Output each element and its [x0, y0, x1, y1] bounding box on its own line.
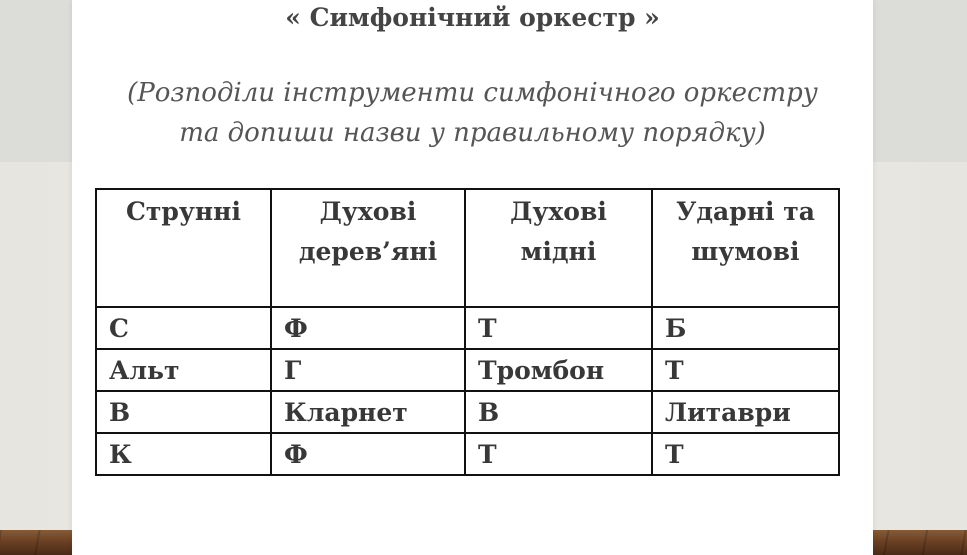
instructions-line-2: та допиши назви у правильному порядку) [179, 118, 766, 148]
worksheet-page [72, 0, 873, 555]
orchestra-instruments-table [95, 188, 840, 476]
table-cell: К [96, 433, 271, 475]
table-cell: Ф [271, 433, 465, 475]
table-cell: Т [652, 433, 839, 475]
table-cell: Б [652, 307, 839, 349]
table-row [96, 433, 839, 475]
table-row [96, 391, 839, 433]
table-cell: Кларнет [271, 391, 465, 433]
table-cell: Т [652, 349, 839, 391]
table-cell: Литаври [652, 391, 839, 433]
table-row [96, 307, 839, 349]
header-brass-line-1: Духові [510, 197, 607, 226]
table-cell: В [465, 391, 652, 433]
table-cell: В [96, 391, 271, 433]
instructions-line-1: (Розподіли інструменти симфонічного оркестру [127, 78, 818, 108]
table-cell: Т [465, 307, 652, 349]
header-percussion-line-1: Ударні та [676, 197, 815, 226]
table-header-row [96, 189, 839, 307]
table-cell: Тромбон [465, 349, 652, 391]
table-cell: Ф [271, 307, 465, 349]
table-cell: Т [465, 433, 652, 475]
header-percussion [652, 189, 839, 307]
table-cell: Альт [96, 349, 271, 391]
header-woodwinds-line-1: Духові [319, 197, 417, 226]
table-row [96, 349, 839, 391]
task-instructions [72, 73, 873, 153]
header-brass-line-2: мідні [520, 237, 597, 266]
header-strings [96, 189, 271, 307]
header-woodwinds [271, 189, 465, 307]
header-woodwinds-line-2: дерев’яні [298, 237, 438, 266]
header-strings-line-1: Струнні [126, 197, 241, 226]
header-percussion-line-2: шумові [691, 237, 800, 266]
header-brass [465, 189, 652, 307]
table-cell: Г [271, 349, 465, 391]
table-cell: С [96, 307, 271, 349]
page-title: « Симфонічний оркестр » [285, 3, 660, 32]
